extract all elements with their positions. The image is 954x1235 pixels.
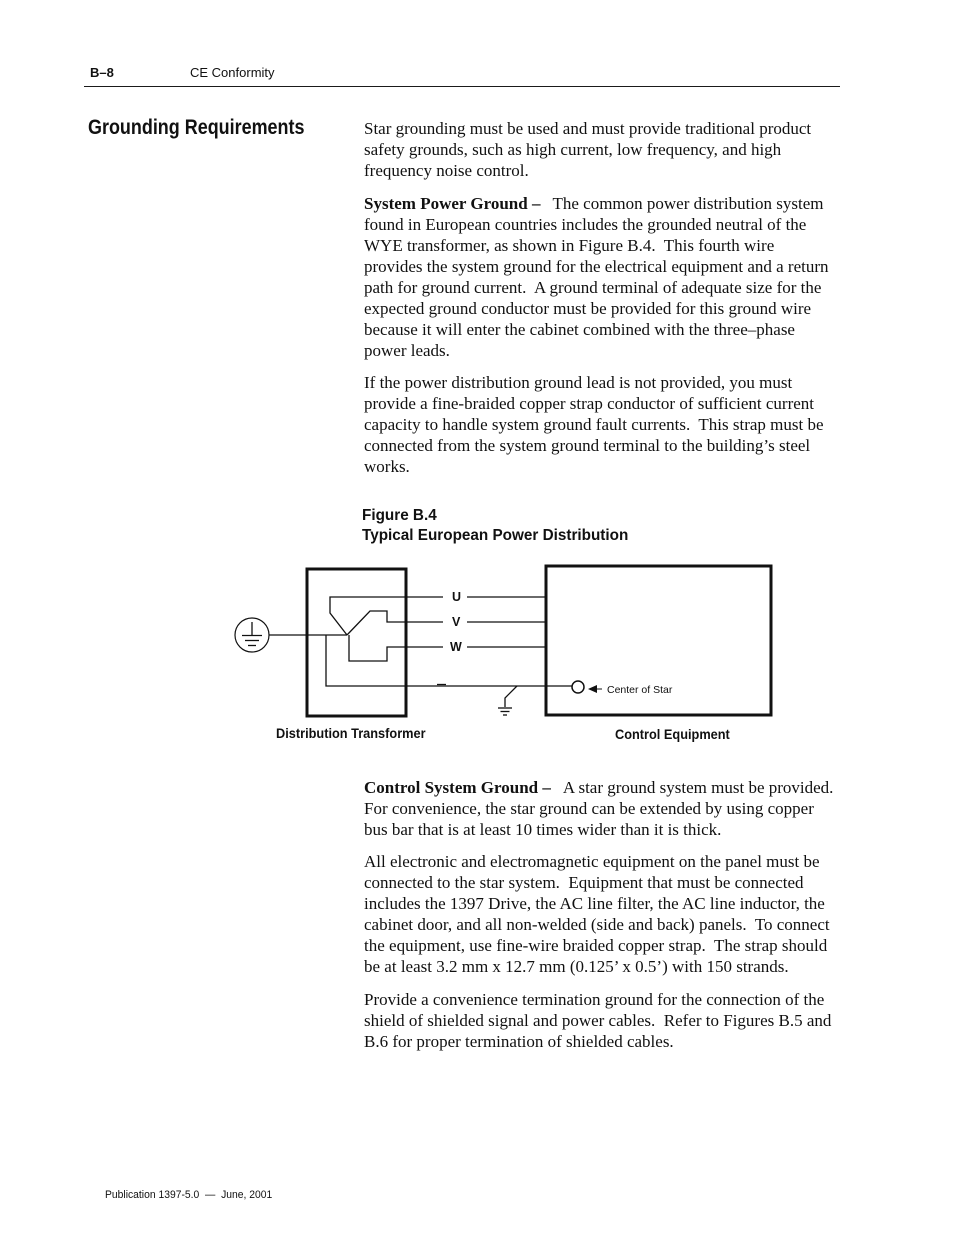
winding-w <box>349 635 443 661</box>
text-line: Star grounding must be used and must provide traditional product <box>364 119 812 138</box>
text-line: All electronic and electromagnetic equipment on the panel must be <box>364 852 820 871</box>
control-equipment-label: Control Equipment <box>615 727 730 742</box>
phase-label-u: U <box>452 590 462 604</box>
center-of-star-terminal <box>572 681 584 693</box>
text-line: path for ground current. A ground terminal of adequate size for the <box>364 278 822 297</box>
text-line: found in European countries includes the grounded neutral of the <box>364 215 807 234</box>
text-line: capacity to handle system ground fault currents. This strap must be <box>364 415 824 434</box>
text-line: WYE transformer, as shown in Figure B.4. This fourth wire <box>364 236 775 255</box>
header-rule <box>84 86 840 87</box>
text-line: cabinet door, and all non-welded (side and back) panels. To connect <box>364 915 830 934</box>
text-line: frequency noise control. <box>364 161 529 180</box>
text-line: safety grounds, such as high current, low frequency, and high <box>364 140 782 159</box>
figure-caption <box>362 506 628 546</box>
text-line: includes the 1397 Drive, the AC line filter, the AC line inductor, the <box>364 894 825 913</box>
pointer-arrow-head <box>588 685 597 693</box>
phase-label-w: W <box>450 640 462 654</box>
section-heading: Grounding Requirements <box>88 116 305 139</box>
figure-number: Figure B.4 <box>362 507 437 524</box>
paragraph-lead-in: System Power Ground – <box>364 194 541 213</box>
paragraph-ground-strap <box>364 372 824 477</box>
text-line: For convenience, the star ground can be extended by using copper <box>364 799 814 818</box>
distribution-transformer-label: Distribution Transformer <box>276 726 426 741</box>
equipment-ground-lead <box>505 686 517 707</box>
text-line: works. <box>364 457 410 476</box>
text-line: provide a fine-braided copper strap conductor of sufficient current <box>364 394 815 413</box>
paragraph-star-grounding <box>364 118 811 181</box>
text-line-content: A star ground system must be provided. <box>562 778 834 797</box>
text-line <box>364 193 829 214</box>
text-line: power leads. <box>364 341 450 360</box>
text-line: connected to the star system. Equipment that must be connected <box>364 873 804 892</box>
phase-label-v: V <box>452 615 461 629</box>
paragraph-lead-in: Control System Ground – <box>364 778 551 797</box>
text-line-content: The common power distribution system <box>552 194 824 213</box>
text-line: expected ground conductor must be provided for this ground wire <box>364 299 812 318</box>
chapter-title: CE Conformity <box>190 65 275 80</box>
text-line: the equipment, use fine-wire braided copper strap. The strap should <box>364 936 828 955</box>
text-line: bus bar that is at least 10 times wider than it is thick. <box>364 820 722 839</box>
text-line: because it will enter the cabinet combined with the three–phase <box>364 320 795 339</box>
text-line: connected from the system ground terminal to the building’s steel <box>364 436 811 455</box>
figure-title: Typical European Power Distribution <box>362 527 629 544</box>
winding-v <box>347 611 443 635</box>
paragraph-system-power-ground <box>364 193 829 361</box>
page-number: B–8 <box>90 65 114 80</box>
paragraph-control-system-ground <box>364 777 833 840</box>
text-line: shield of shielded signal and power cables. Refer to Figures B.5 and <box>364 1011 832 1030</box>
text-line: be at least 3.2 mm x 12.7 mm (0.125’ x 0.5’) with 150 strands. <box>364 957 789 976</box>
paragraph-convenience-termination <box>364 989 831 1052</box>
text-line <box>364 777 833 798</box>
publication-footer: Publication 1397-5.0 — June, 2001 <box>105 1189 273 1201</box>
transformer-box <box>307 569 406 716</box>
text-line: provides the system ground for the electrical equipment and a return <box>364 257 829 276</box>
paragraph-equipment-connection <box>364 851 830 977</box>
text-line: If the power distribution ground lead is not provided, you must <box>364 373 793 392</box>
text-line: B.6 for proper termination of shielded cables. <box>364 1032 674 1051</box>
text-line: Provide a convenience termination ground for the connection of the <box>364 990 825 1009</box>
center-of-star-label: Center of Star <box>607 684 673 696</box>
